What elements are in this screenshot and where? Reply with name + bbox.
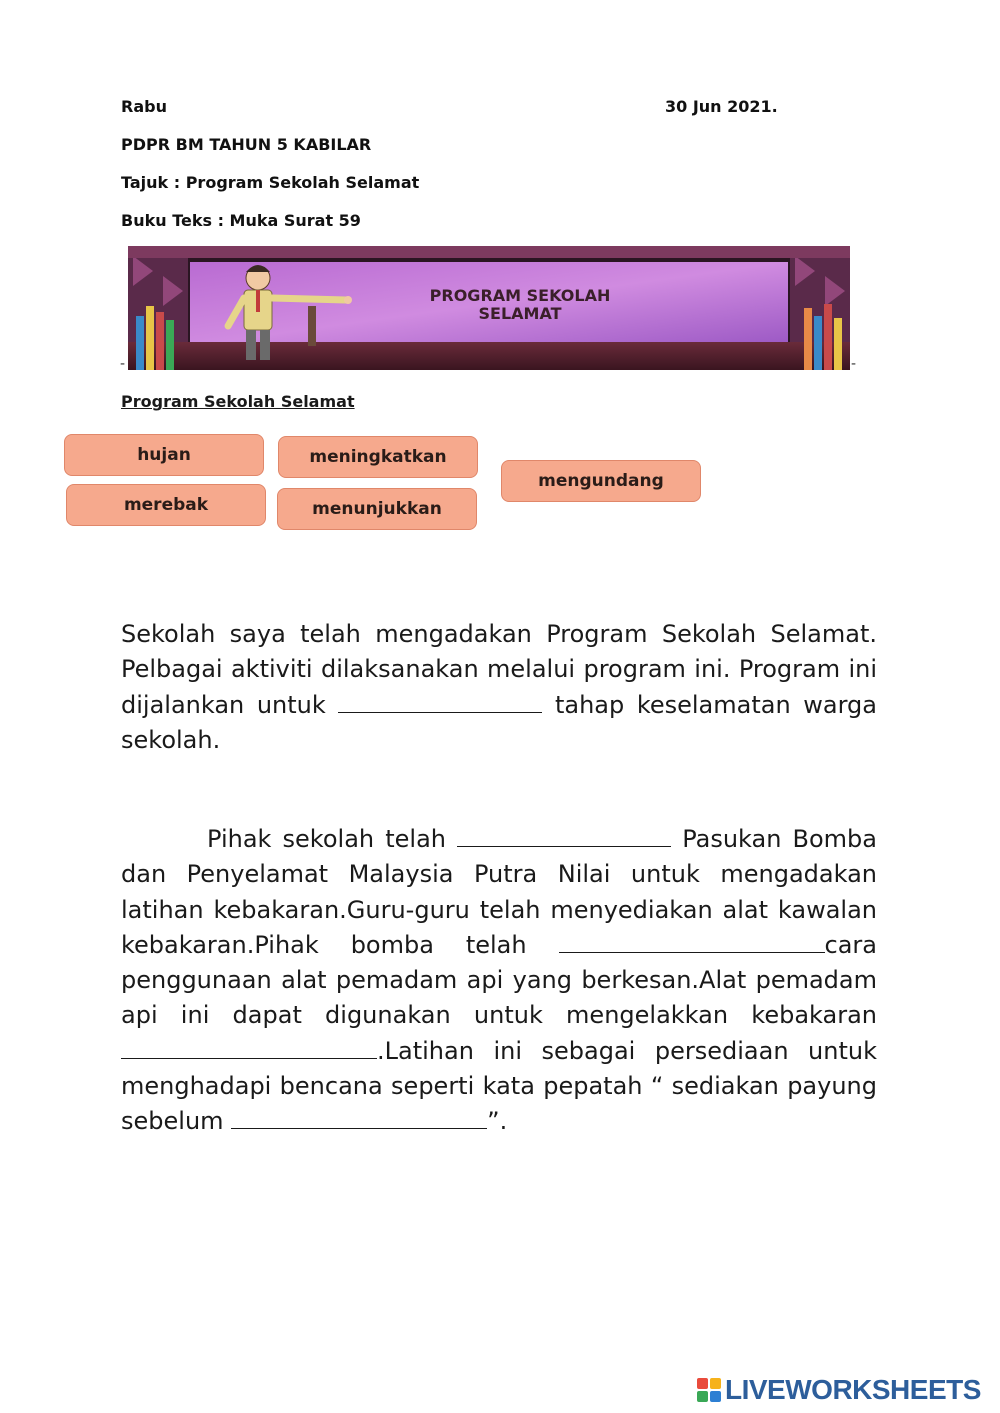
liveworksheets-brand — [697, 1374, 981, 1406]
banner-image — [128, 246, 850, 370]
word-card-mengundang[interactable]: mengundang — [501, 460, 701, 502]
paragraph-1-text-a: Sekolah saya telah mengadakan Program Sekolah Selamat. Pelbagai aktiviti dilaksanakan melalui program ini. Program ini dijalankan untuk — [121, 620, 877, 719]
banner-right-mark: - — [851, 356, 857, 372]
paragraph-2-text-a: Pihak sekolah telah — [207, 825, 458, 853]
paragraph-2-text-d: .Latihan ini sebagai persediaan untuk menghadapi bencana seperti kata pepatah “ sediakan payung sebelum — [121, 1036, 877, 1136]
section-title: Program Sekolah Selamat — [121, 392, 355, 411]
paragraph-2-text-c: cara penggunaan alat pemadam api yang berkesan.Alat pemadam api ini dapat digunakan untuk mengelakkan kebakaran — [121, 930, 877, 1030]
paragraph-2-text-b: Pasukan Bomba dan Penyelamat Malaysia Putra Nilai untuk mengadakan latihan kebakaran.Guru-guru telah menyediakan alat kawalan kebakaran.Pihak bomba telah — [121, 825, 878, 959]
word-card-hujan[interactable]: hujan — [64, 434, 264, 476]
book-line: Buku Teks : Muka Surat 59 — [121, 211, 361, 230]
answer-blank-5[interactable] — [231, 1106, 487, 1129]
banner-title-line2: SELAMAT — [478, 304, 562, 323]
paragraph-2 — [121, 822, 877, 1140]
date-label: 30 Jun 2021. — [665, 97, 778, 116]
answer-blank-2[interactable] — [457, 824, 671, 847]
answer-blank-4[interactable] — [121, 1036, 377, 1059]
banner-left-mark: - — [120, 356, 126, 372]
word-card-menunjukkan[interactable]: menunjukkan — [277, 488, 477, 530]
topic-line: Tajuk : Program Sekolah Selamat — [121, 173, 420, 192]
word-card-merebak[interactable]: merebak — [66, 484, 266, 526]
day-label: Rabu — [121, 97, 167, 116]
paragraph-1-text-b: tahap keselamatan warga sekolah. — [121, 690, 877, 754]
brand-name: LIVEWORKSHEETS — [725, 1374, 981, 1405]
word-card-meningkatkan[interactable]: meningkatkan — [278, 436, 478, 478]
answer-blank-3[interactable] — [559, 930, 825, 953]
liveworksheets-logo-icon — [697, 1378, 721, 1402]
paragraph-1 — [121, 617, 877, 758]
paragraph-2-text-e: ”. — [487, 1107, 508, 1136]
banner-title-line1: PROGRAM SEKOLAH — [429, 286, 611, 305]
answer-blank-1[interactable] — [338, 690, 542, 713]
class-line: PDPR BM TAHUN 5 KABILAR — [121, 135, 372, 154]
